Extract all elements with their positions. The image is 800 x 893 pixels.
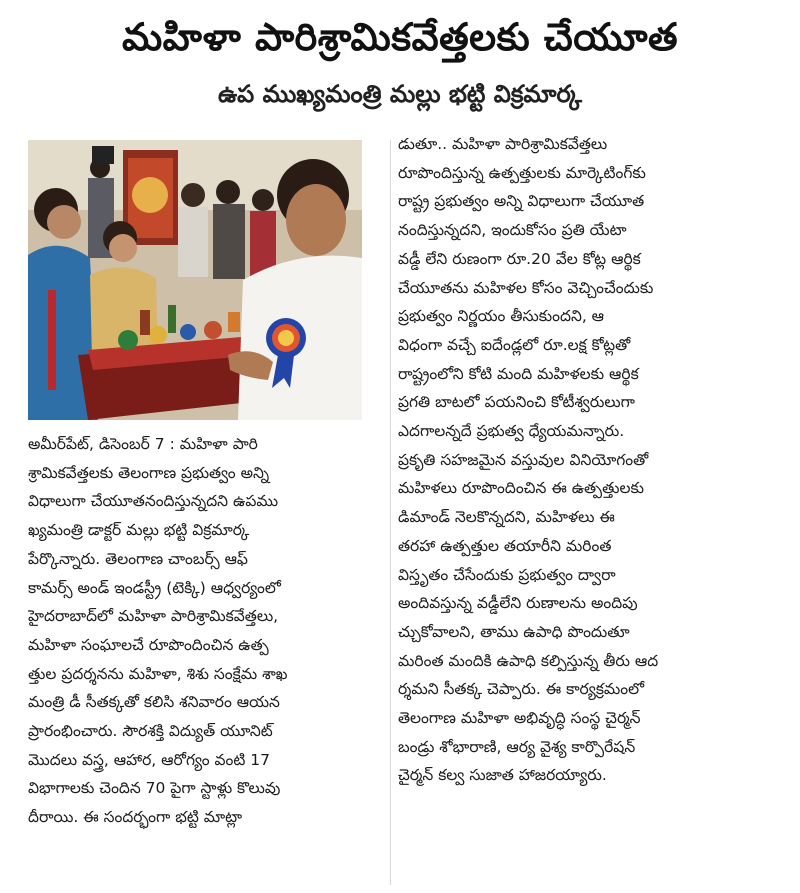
body-line: విస్తృతం చేసేందుకు ప్రభుత్వం ద్వారా — [398, 565, 616, 584]
body-line: రాష్ట్ర ప్రభుత్వం అన్ని విధాలుగా చేయూత — [398, 192, 645, 211]
headline: మహిళా పారిశ్రామికవేత్తలకు చేయూత — [121, 15, 679, 59]
body-line: డిమాండ్ నెలకొన్నదని, మహిళలు ఈ — [398, 508, 615, 527]
body-line: విభాగాలకు చెందిన 70 పైగా స్టాళ్లు కొలువు — [28, 779, 281, 798]
body-line: త్తుల ప్రదర్శనను మహిళా, శిశు సంక్షేమ శాఖ — [28, 664, 288, 683]
body-line: ప్రభుత్వం నిర్ణయం తీసుకుందని, ఆ — [398, 307, 605, 326]
body-line: నందిస్తున్నదని, ఇందుకోసం ప్రతి యేటా — [398, 221, 627, 240]
body-line: డుతూ.. మహిళా పారిశ్రామికవేత్తలు — [398, 135, 608, 153]
body-line: కామర్స్ అండ్ ఇండస్ట్రీ (టెక్కి) ఆధ్వర్యంలో — [28, 578, 281, 597]
body-line: ఖ్యమంత్రి డాక్టర్ మల్లు భట్టి విక్రమార్క — [28, 521, 250, 540]
body-line: ప్రకృతి సహజమైన వస్తువుల వినియోగంతో — [398, 450, 649, 469]
body-line: ప్రారంభించారు. సౌరశక్తి విద్యుత్ యూనిట్ — [28, 722, 273, 741]
body-line: రాష్ట్రంలోని కోటి మంది మహిళలకు ఆర్థిక — [398, 364, 639, 383]
body-line: విధాలుగా చేయూతనందిస్తున్నదని ఉపము — [28, 492, 279, 511]
body-line: హైదరాబాద్‌లో మహిళా పారిశ్రామికవేత్తలు, — [28, 607, 279, 626]
subheadline: ఉప ముఖ్యమంత్రి మల్లు భట్టి విక్రమార్క — [218, 80, 582, 108]
body-line: చైర్మన్ కల్వ సుజాత హాజరయ్యారు. — [398, 766, 607, 785]
body-line: తెలంగాణ మహిళా అభివృద్ధి సంస్థ చైర్మన్ — [398, 709, 641, 728]
body-line: చేయూతను మహిళల కోసం వెచ్చించేందుకు — [398, 278, 654, 297]
body-line: మొదలు వస్త్ర, ఆహార, ఆరోగ్యం వంటి 17 — [28, 750, 270, 769]
article-body-right-column — [398, 130, 774, 790]
article-body-left-column — [28, 430, 384, 832]
news-photo — [28, 140, 362, 420]
body-line: మరింత మందికి ఉపాధి కల్పిస్తున్న తీరు ఆద — [398, 651, 659, 670]
body-line: ప్రగతి బాటలో పయనించి కోటీశ్వరులుగా — [398, 393, 635, 412]
body-line: రూపొందిస్తున్న ఉత్పత్తులకు మార్కెటింగ్‌కు — [398, 163, 646, 182]
body-line: తరహా ఉత్పత్తుల తయారీని మరింత — [398, 536, 612, 555]
body-line: అందివస్తున్న వడ్డీలేని రుణాలను అందిపు — [398, 594, 638, 613]
body-line: చ్చుకోవాలని, తాము ఉపాధి పొందుతూ — [398, 622, 630, 641]
body-line: ర్శమని సీతక్క చెప్పారు. ఈ కార్యక్రమంలో — [398, 680, 645, 699]
column-divider — [390, 140, 391, 885]
body-line: ఎదగాలన్నదే ప్రభుత్వ ధ్యేయమన్నారు. — [398, 422, 625, 441]
body-line: దీరాయి. ఈ సందర్భంగా భట్టి మాట్లా — [28, 808, 243, 827]
body-line: విధంగా వచ్చే ఐదేండ్లలో రూ.లక్ష కోట్లతో — [398, 335, 631, 354]
body-line: వడ్డీ లేని రుణంగా రూ.20 వేల కోట్ల ఆర్థిక — [398, 249, 641, 268]
body-line: బండ్రు శోభారాణి, ఆర్య వైశ్య కార్పొరేషన్ — [398, 737, 636, 756]
body-line: మహిళలు రూపొందించిన ఈ ఉత్పత్తులకు — [398, 479, 644, 498]
body-line: పేర్కొన్నారు. తెలంగాణ చాంబర్స్ ఆఫ్ — [28, 549, 248, 568]
body-line: మహిళా సంఘాలచే రూపొందించిన ఉత్ప — [28, 635, 269, 654]
body-line: అమీర్‌పేట్, డిసెంబర్ 7 : మహిళా పారి — [28, 435, 258, 453]
body-line: శ్రామికవేత్తలకు తెలంగాణ ప్రభుత్వం అన్ని — [28, 463, 270, 482]
body-line: మంత్రి డీ సీతక్కతో కలిసి శనివారం ఆయన — [28, 693, 280, 712]
